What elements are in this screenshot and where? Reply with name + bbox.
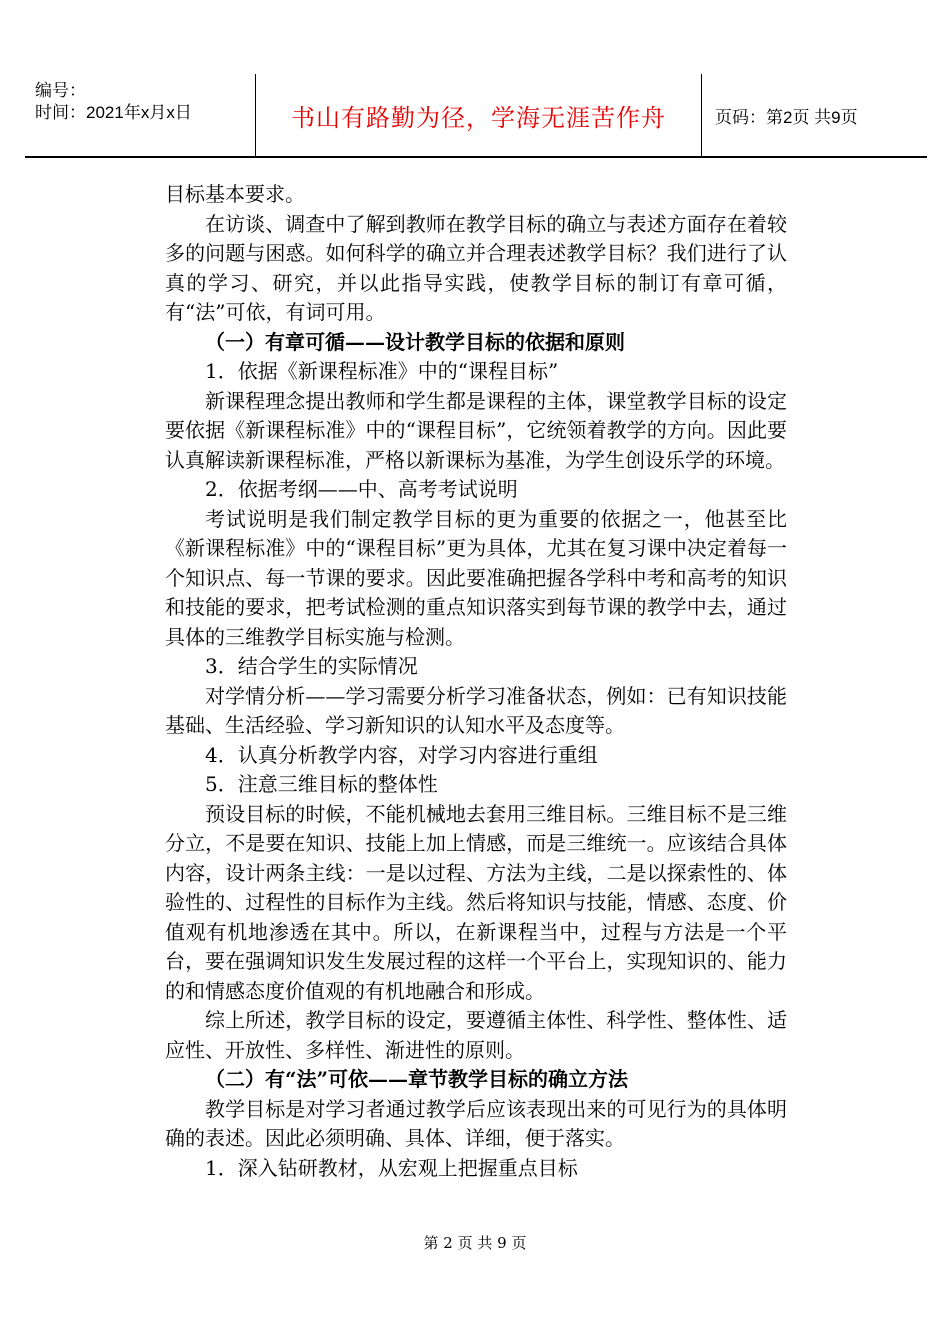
list-item-heading: 4．认真分析教学内容，对学习内容进行重组: [205, 742, 598, 767]
paragraph: 在访谈、调查中了解到教师在教学目标的确立与表述方面存在着较多的问题与困惑。如何科学的确立并合理表述教学目标？我们进行了认真的学习、研究，并以此指导实践，使教学目标的制订有章可循，有“法”可依，有词可用。: [165, 211, 787, 324]
header-page-info: 页码：第2页 共9页: [715, 107, 858, 127]
paragraph: 新课程理念提出教师和学生都是课程的主体，课堂教学目标的设定要依据《新课程标准》中的“课程目标”，它统领着教学的方向。因此要认真解读新课程标准，严格以新课标为基准，为学生创设乐学的环境。: [165, 388, 787, 472]
paragraph: 目标基本要求。: [165, 182, 305, 206]
section-heading: （一）有章可循——设计教学目标的依据和原则: [205, 329, 625, 354]
page-footer: 第 2 页 共 9 页: [423, 1234, 527, 1252]
list-item-heading: 1．依据《新课程标准》中的“课程目标”: [205, 359, 559, 383]
header-motto: 书山有路勤为径，学海无涯苦作舟: [291, 103, 666, 132]
section-heading: （二）有“法”可依——章节教学目标的确立方法: [205, 1067, 629, 1091]
list-item-heading: 2．依据考纲——中、高考考试说明: [205, 477, 518, 501]
document-time-label: 时间：2021年x月x日: [35, 103, 192, 122]
paragraph: 对学情分析——学习需要分析学习准备状态，例如：已有知识技能基础、生活经验、学习新知识的认知水平及态度等。: [165, 683, 787, 737]
header-meta: [25, 74, 255, 156]
paragraph: 考试说明是我们制定教学目标的更为重要的依据之一，他甚至比《新课程标准》中的“课程目标”更为具体，尤其在复习课中决定着每一个知识点、每一节课的要求。因此要准确把握各学科中考和高考的知识和技能的要求，把考试检测的重点知识落实到每节课的教学中去，通过具体的三维教学目标实施与检测。: [165, 506, 787, 649]
paragraph: 预设目标的时候，不能机械地去套用三维目标。三维目标不是三维分立，不是要在知识、技能上加上情感，而是三维统一。应该结合具体内容，设计两条主线：一是以过程、方法为主线，二是以探索性的、体验性的、过程性的目标作为主线。然后将知识与技能，情感、态度、价值观有机地渗透在其中。所以，在新课程当中，过程与方法是一个平台，要在强调知识发生发展过程的这样一个平台上，实现知识的、能力的和情感态度价值观的有机地融合和形成。: [165, 801, 787, 1003]
list-item-heading: 1．深入钻研教材，从宏观上把握重点目标: [205, 1155, 578, 1180]
document-number-label: 编号：: [35, 81, 86, 100]
paragraph: 综上所述，教学目标的设定，要遵循主体性、科学性、整体性、适应性、开放性、多样性、渐进性的原则。: [165, 1008, 787, 1062]
document-body: [165, 180, 787, 1183]
paragraph: 教学目标是对学习者通过教学后应该表现出来的可见行为的具体明确的表述。因此必须明确、具体、详细，便于落实。: [165, 1096, 787, 1150]
header-motto-cell: [255, 74, 702, 156]
page-header: [25, 74, 927, 158]
list-item-heading: 5．注意三维目标的整体性: [205, 772, 438, 796]
list-item-heading: 3．结合学生的实际情况: [205, 654, 418, 678]
